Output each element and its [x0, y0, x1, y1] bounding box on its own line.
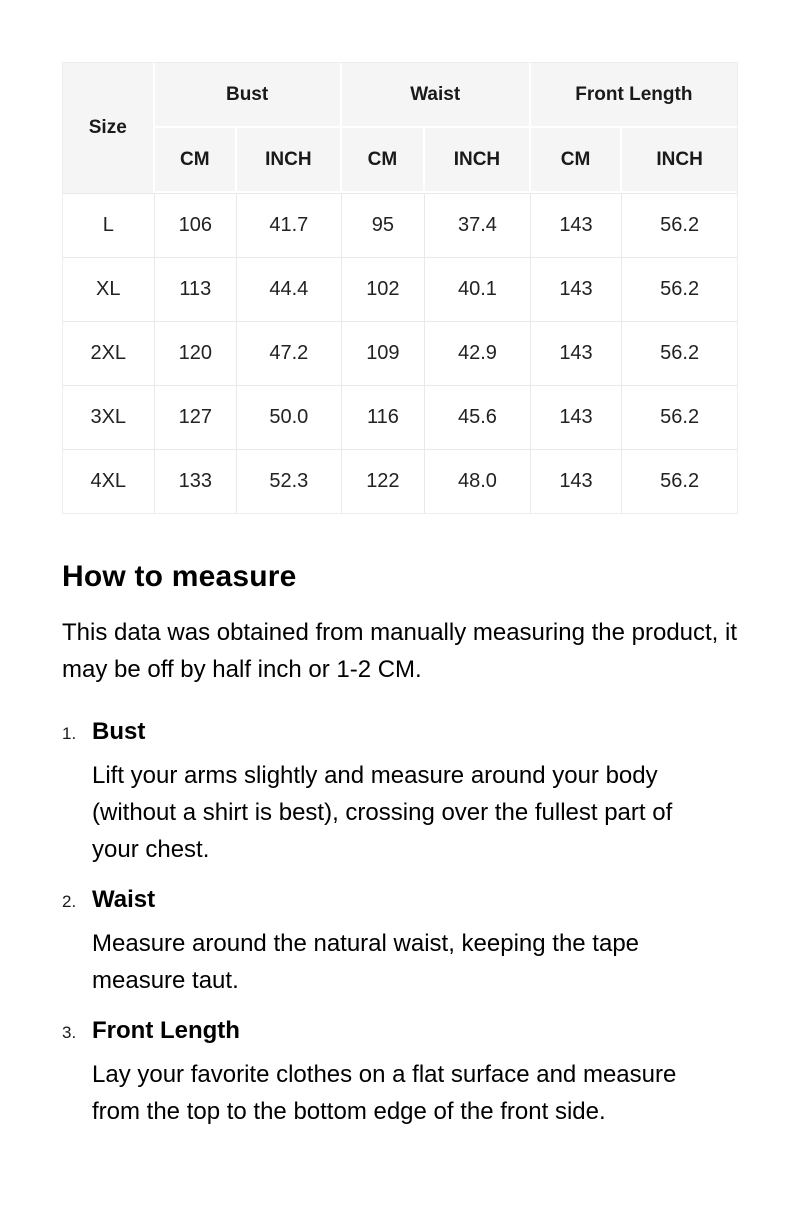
step-header — [62, 1017, 738, 1045]
size-cell: L — [63, 193, 155, 257]
table-header-row-groups — [63, 63, 737, 128]
waist-cm-cell: 109 — [342, 321, 425, 385]
measure-step-front-length — [62, 1017, 738, 1130]
front-inch-cell: 56.2 — [622, 193, 737, 257]
bust-inch-cell: 44.4 — [237, 257, 342, 321]
waist-group-header: Waist — [342, 63, 531, 128]
front-inch-cell: 56.2 — [622, 385, 737, 449]
measure-step-waist — [62, 886, 738, 999]
table-row — [63, 449, 737, 513]
measure-step-bust — [62, 718, 738, 868]
waist-cm-cell: 116 — [342, 385, 425, 449]
waist-cm-cell: 122 — [342, 449, 425, 513]
bust-cm-cell: 133 — [155, 449, 237, 513]
step-description: Lay your favorite clothes on a flat surface and measure from the top to the bottom edge of the front side. — [92, 1061, 677, 1125]
size-cell: XL — [63, 257, 155, 321]
bust-cm-cell: 127 — [155, 385, 237, 449]
front-cm-cell: 143 — [531, 257, 623, 321]
front-cm-cell: 143 — [531, 449, 623, 513]
table-header-row-units — [63, 128, 737, 193]
front-cm-cell: 143 — [531, 321, 623, 385]
bust-inch-cell: 50.0 — [237, 385, 342, 449]
step-description: Lift your arms slightly and measure around your body (without a shirt is best), crossing over the fullest part of your chest. — [92, 762, 673, 863]
waist-inch-header: INCH — [425, 128, 531, 193]
waist-cm-header: CM — [342, 128, 425, 193]
how-to-measure-title: How to measure — [62, 560, 297, 593]
bust-cm-cell: 113 — [155, 257, 237, 321]
front-cm-cell: 143 — [531, 385, 623, 449]
step-label: Waist — [92, 886, 156, 913]
step-number: 3. — [62, 1023, 77, 1042]
step-description: Measure around the natural waist, keeping the tape measure taut. — [92, 930, 640, 994]
measure-intro-text: This data was obtained from manually measuring the product, it may be off by half inch or 1-2 CM. — [62, 619, 738, 683]
size-cell: 2XL — [63, 321, 155, 385]
bust-inch-cell: 47.2 — [237, 321, 342, 385]
bust-group-header: Bust — [155, 63, 342, 128]
waist-inch-cell: 45.6 — [425, 385, 531, 449]
step-number: 1. — [62, 724, 77, 743]
table-row — [63, 385, 737, 449]
front-inch-cell: 56.2 — [622, 449, 737, 513]
front-inch-cell: 56.2 — [622, 257, 737, 321]
front-inch-header: INCH — [622, 128, 737, 193]
step-header — [62, 886, 738, 914]
step-number: 2. — [62, 892, 77, 911]
front-length-group-header: Front Length — [531, 63, 737, 128]
bust-cm-cell: 120 — [155, 321, 237, 385]
size-cell: 4XL — [63, 449, 155, 513]
size-chart-table — [62, 62, 738, 514]
front-cm-cell: 143 — [531, 193, 623, 257]
bust-cm-header: CM — [155, 128, 237, 193]
bust-cm-cell: 106 — [155, 193, 237, 257]
front-cm-header: CM — [531, 128, 623, 193]
waist-inch-cell: 48.0 — [425, 449, 531, 513]
step-label: Bust — [92, 718, 146, 745]
step-header — [62, 718, 738, 746]
waist-inch-cell: 37.4 — [425, 193, 531, 257]
waist-inch-cell: 40.1 — [425, 257, 531, 321]
table-row — [63, 321, 737, 385]
waist-inch-cell: 42.9 — [425, 321, 531, 385]
step-label: Front Length — [92, 1017, 240, 1044]
front-inch-cell: 56.2 — [622, 321, 737, 385]
table-row — [63, 193, 737, 257]
size-cell: 3XL — [63, 385, 155, 449]
table-row — [63, 257, 737, 321]
bust-inch-cell: 41.7 — [237, 193, 342, 257]
waist-cm-cell: 102 — [342, 257, 425, 321]
size-column-header: Size — [63, 63, 155, 193]
bust-inch-header: INCH — [237, 128, 342, 193]
waist-cm-cell: 95 — [342, 193, 425, 257]
bust-inch-cell: 52.3 — [237, 449, 342, 513]
